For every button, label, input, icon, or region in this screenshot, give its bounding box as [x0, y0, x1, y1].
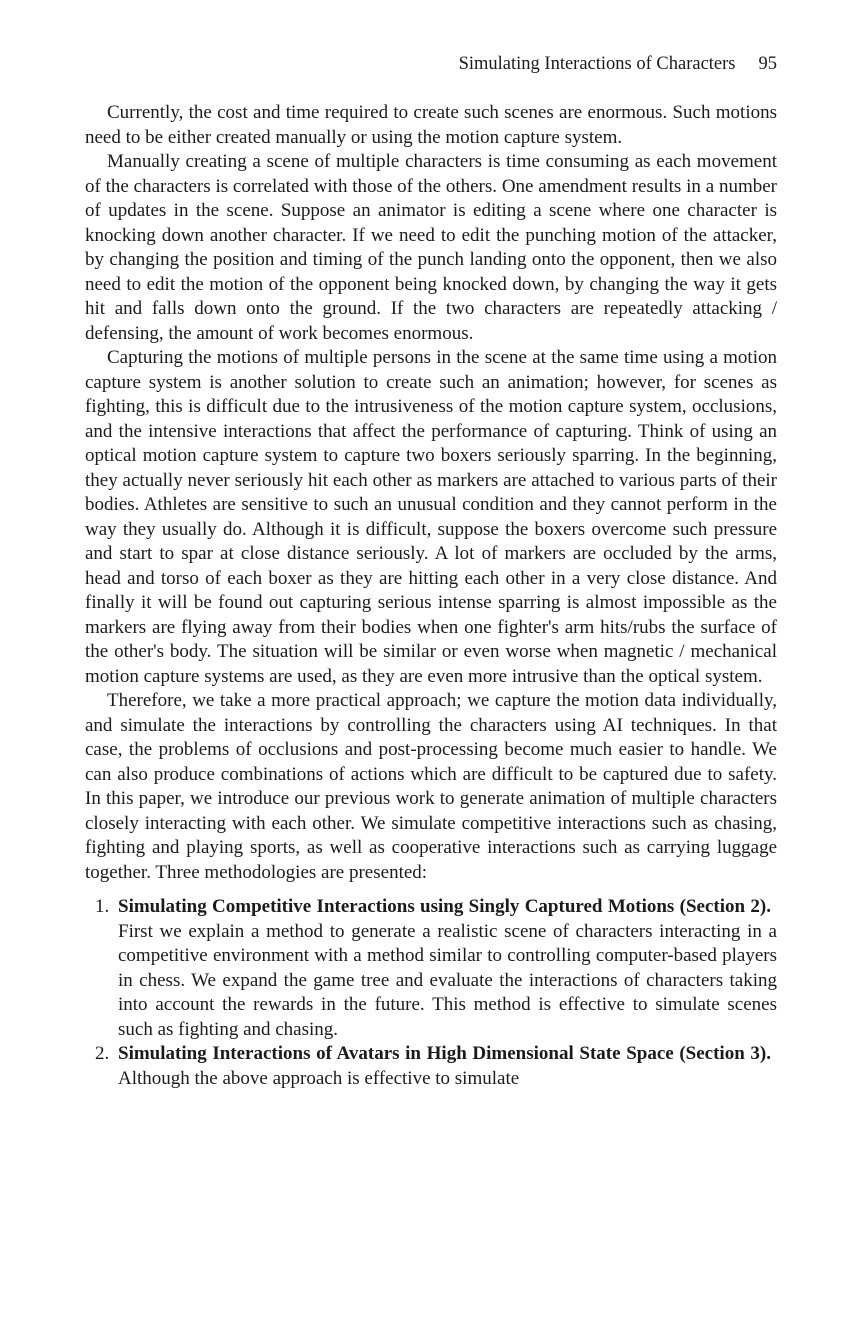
running-title: Simulating Interactions of Characters [458, 54, 736, 74]
list-item-body: Although the above approach is effective to simulate [118, 1067, 520, 1089]
list-item-number: 1. [95, 896, 110, 917]
paragraph-manual-creation: Manually creating a scene of multiple characters is time consuming as each movement of the characters is correlated with those of the others. One amendment results in a number of updates in the scene. Suppose an animator is editing a scene where one character is knocking down another character. If we need to edit the punching motion of the attacker, by changing the position and timing of the punch landing onto the opponent, then we also need to edit the motion of the opponent being knocked down, by changing the way it gets hit and falls down onto the ground. If the two characters are repeatedly attacking / defensing, the amount of work becomes enormous. [85, 151, 777, 344]
list-item-body: First we explain a method to generate a realistic scene of characters interacting in a competitive environment with a method similar to controlling computer-based players in chess. We expand the game tree and evaluate the interactions of characters taking into account the rewards in the future. This method is effective to simulate scenes such as fighting and chasing. [118, 920, 777, 1040]
methodologies-list [85, 895, 777, 1091]
list-item-competitive-interactions [85, 895, 777, 1042]
page-number: 95 [758, 54, 777, 74]
paragraph-practical-approach: Therefore, we take a more practical approach; we capture the motion data individually, and simulate the interactions by controlling the characters using AI techniques. In that case, the problems of occlusions and post-processing become much easier to handle. We can also produce combinations of actions which are difficult to be captured due to safety. In this paper, we introduce our previous work to generate animation of multiple characters closely interacting with each other. We simulate competitive interactions such as chasing, fighting and playing sports, as well as cooperative interactions such as carrying luggage together. Three methodologies are presented: [85, 690, 777, 883]
page-body [85, 101, 777, 1091]
list-item-heading: Simulating Competitive Interactions using Singly Captured Motions (Section 2). [118, 896, 771, 917]
paragraph-motion-capture: Capturing the motions of multiple persons in the scene at the same time using a motion capture system is another solution to create such an animation; however, for scenes as fighting, this is difficult due to the intrusiveness of the motion capture system, occlusions, and the intensive interactions that affect the performance of capturing. Think of using an optical motion capture system to capture two boxers seriously sparring. In the beginning, they actually never seriously hit each other as markers are attached to various parts of their bodies. Athletes are sensitive to such an unusual condition and they cannot perform in the way they usually do. Although it is difficult, suppose the boxers overcome such pressure and start to spar at close distance seriously. A lot of markers are occluded by the arms, head and torso of each boxer as they are hitting each other in a very close distance. And finally it will be found out capturing serious intense sparring is almost impossible as the markers are flying away from their bodies when one fighter's arm hits/rubs the surface of the other's body. The situation will be similar or even worse when magnetic / mechanical motion capture systems are used, as they are even more intrusive than the optical system. [85, 347, 777, 687]
list-item-number: 2. [95, 1043, 110, 1064]
list-item-heading: Simulating Interactions of Avatars in High Dimensional State Space (Section 3). [118, 1043, 771, 1064]
paragraph-cost-and-time: Currently, the cost and time required to create such scenes are enormous. Such motions need to be either created manually or using the motion capture system. [85, 102, 777, 148]
list-item-avatars-high-dimensional [85, 1042, 777, 1091]
page-header [85, 54, 777, 74]
